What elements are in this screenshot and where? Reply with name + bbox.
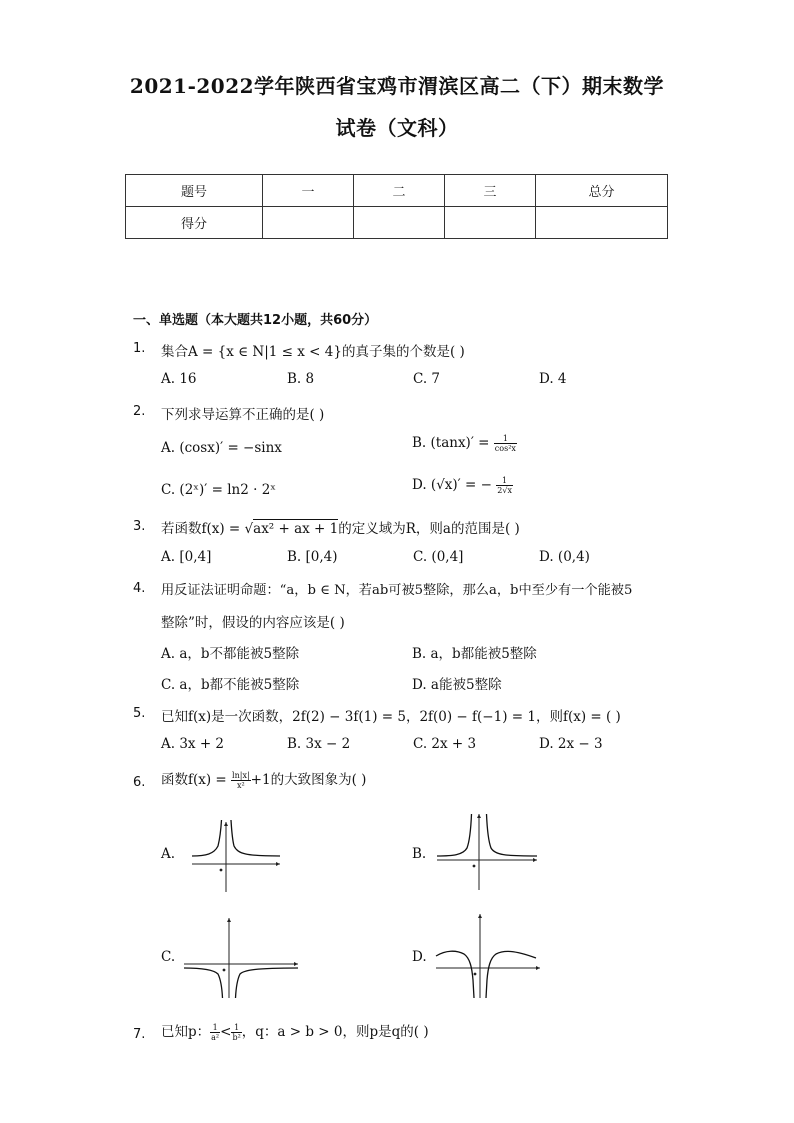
fraction-numerator: 1: [496, 476, 513, 486]
table-cell: 二: [354, 175, 445, 207]
table-row: [126, 175, 668, 207]
option-b[interactable]: B. a，b都能被5整除: [412, 646, 537, 662]
option-a[interactable]: A.: [161, 846, 176, 862]
option-b[interactable]: B. 8: [287, 371, 315, 387]
graph-option-b[interactable]: [433, 812, 541, 892]
exam-title-line2: 试卷（文科）: [335, 116, 459, 140]
option-a[interactable]: A. 3x + 2: [161, 736, 225, 752]
score-table: [125, 174, 668, 239]
question-number: 7.: [133, 1027, 146, 1042]
option-a[interactable]: A. a，b不都能被5整除: [161, 646, 300, 662]
question-stem: 集合A = {x ∈ N|1 ≤ x < 4}的真子集的个数是( ): [161, 344, 465, 360]
section-heading: 一、单选题（本大题共12小题，共60分）: [133, 313, 378, 328]
question-stem: [161, 517, 520, 537]
stem-part: 函数f(x) =: [161, 772, 227, 788]
fraction-denominator: b²: [232, 1033, 241, 1042]
question-number: 4.: [133, 581, 146, 596]
question-number: 1.: [133, 341, 146, 356]
stem-part: ，q：a > b > 0，则p是q的( ): [241, 1024, 429, 1040]
option-d[interactable]: D. (0,4): [539, 549, 590, 565]
table-row: [126, 207, 668, 239]
question-stem: 下列求导运算不正确的是( ): [161, 407, 325, 423]
score-input-cell[interactable]: [263, 207, 354, 239]
graph-option-a[interactable]: [188, 818, 284, 894]
option-c[interactable]: C. (2ˣ)′ = ln2 · 2ˣ: [161, 482, 277, 498]
table-cell: 得分: [126, 207, 263, 239]
option-d-lead: D. (√x)′ = −: [412, 477, 492, 493]
fraction-denominator: 2√x: [497, 486, 512, 495]
score-input-cell[interactable]: [445, 207, 536, 239]
option-d[interactable]: D. 4: [539, 371, 567, 387]
fraction-denominator: cos²x: [494, 444, 516, 453]
graph-option-c[interactable]: [180, 916, 302, 1000]
table-cell: 总分: [536, 175, 668, 207]
option-c[interactable]: C. 7: [413, 371, 441, 387]
question-stem: [161, 1020, 429, 1042]
exam-title-line1: 2021-2022学年陕西省宝鸡市渭滨区高二（下）期末数学: [129, 74, 665, 98]
option-d[interactable]: [412, 476, 513, 495]
question-stem: [161, 768, 366, 790]
option-c[interactable]: C. (0,4]: [413, 549, 464, 565]
fraction-denominator: a²: [211, 1033, 220, 1042]
score-input-cell[interactable]: [536, 207, 668, 239]
fraction-numerator: ln|x|: [232, 771, 250, 780]
option-b[interactable]: B.: [412, 846, 427, 862]
score-input-cell[interactable]: [354, 207, 445, 239]
table-cell: 一: [263, 175, 354, 207]
question-number: 3.: [133, 519, 146, 534]
question-stem-line2: 整除”时，假设的内容应该是( ): [161, 615, 345, 631]
fraction-numerator: 1: [494, 434, 517, 444]
question-number: 2.: [133, 404, 146, 419]
fraction-denominator: x²: [237, 781, 245, 790]
option-a[interactable]: A. [0,4]: [161, 549, 212, 565]
option-c[interactable]: C. a，b都不能被5整除: [161, 677, 300, 693]
graph-option-d[interactable]: [432, 912, 544, 1000]
option-b[interactable]: B. 3x − 2: [287, 736, 351, 752]
less-than-sign: <: [220, 1024, 232, 1040]
radicand: ax² + ax + 1: [253, 521, 339, 537]
table-cell: 题号: [126, 175, 263, 207]
stem-part: 若函数f(x) = √: [161, 521, 254, 537]
option-b-lead: B. (tanx)′ =: [412, 435, 490, 451]
option-b[interactable]: [412, 434, 517, 453]
question-number: 6.: [133, 775, 146, 790]
option-d[interactable]: D. a能被5整除: [412, 677, 502, 693]
option-b[interactable]: B. [0,4): [287, 549, 338, 565]
question-stem: 已知f(x)是一次函数，2f(2) − 3f(1) = 5，2f(0) − f(−1) = 1，则f(x) = ( ): [161, 709, 621, 725]
stem-part: 的定义域为R，则a的范围是( ): [338, 521, 520, 537]
question-stem-line1: 用反证法证明命题：“a，b ∈ N，若ab可被5整除，那么a，b中至少有一个能被5: [161, 583, 633, 598]
fraction-numerator: 1: [210, 1023, 220, 1033]
option-a[interactable]: A. 16: [161, 371, 197, 387]
table-cell: 三: [445, 175, 536, 207]
option-a[interactable]: A. (cosx)′ = −sinx: [161, 440, 282, 456]
option-c[interactable]: C. 2x + 3: [413, 736, 477, 752]
stem-part: +1的大致图象为( ): [250, 772, 367, 788]
option-c[interactable]: C.: [161, 949, 176, 965]
option-d[interactable]: D. 2x − 3: [539, 736, 603, 752]
option-d[interactable]: D.: [412, 949, 427, 965]
stem-part: 已知p：: [161, 1024, 211, 1040]
question-number: 5.: [133, 706, 146, 721]
fraction-numerator: 1: [231, 1023, 241, 1033]
